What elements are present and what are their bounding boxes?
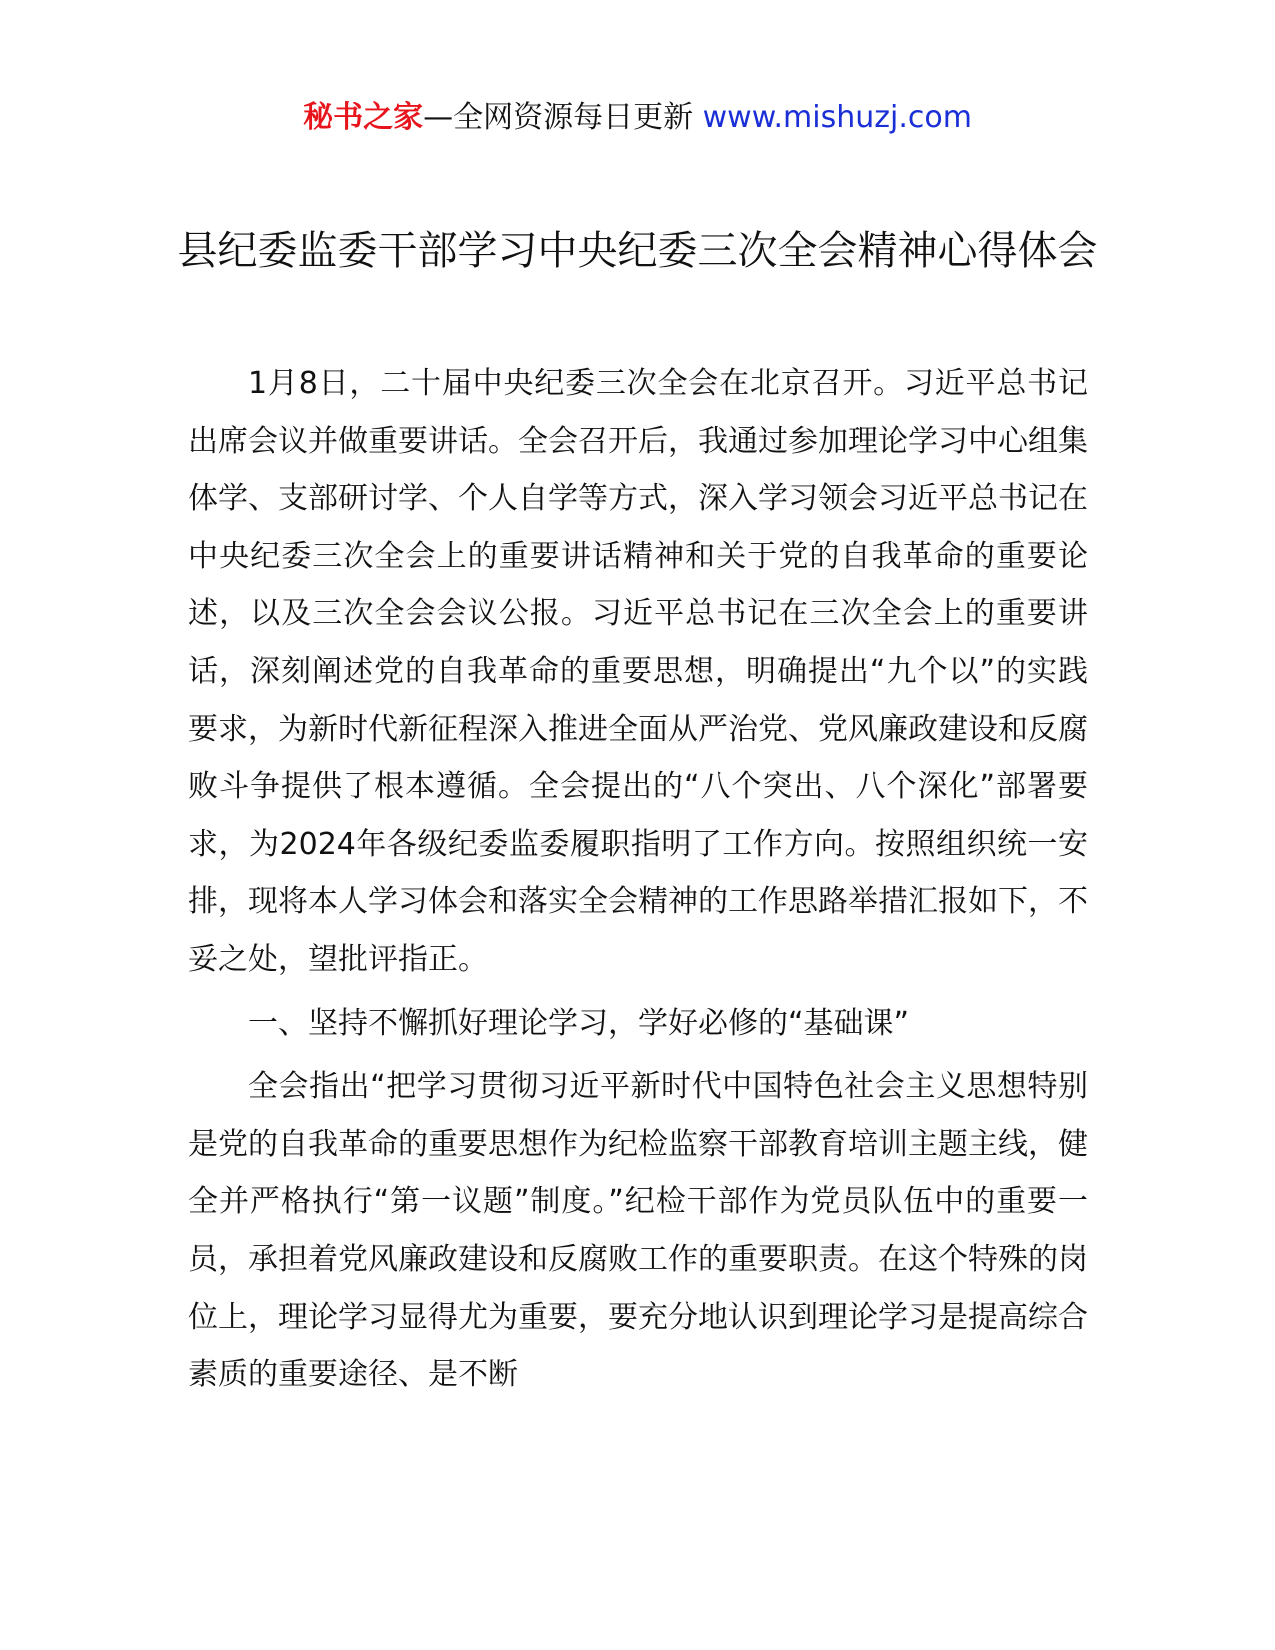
body-paragraph: 全会指出“把学习贯彻习近平新时代中国特色社会主义思想特别是党的自我革命的重要思想作为纪检监察干部教育培训主题主线，健全并严格执行“第一议题”制度。”纪检干部作为党员队伍中的重要一员，承担着党风廉政建设和反腐败工作的重要职责。在这个特殊的岗位上，理论学习显得尤为重要，要充分地认识到理论学习是提高综合素质的重要途径、是不断: [188, 1069, 1088, 1393]
section-heading: 一、坚持不懈抓好理论学习，学好必修的“基础课”: [248, 1005, 910, 1041]
site-tagline: —全网资源每日更新: [423, 100, 703, 135]
site-banner: [0, 96, 1275, 140]
intro-paragraph: 1月8日，二十届中央纪委三次全会在北京召开。习近平总书记出席会议并做重要讲话。全会召开后，我通过参加理论学习中心组集体学、支部研讨学、个人自学等方式，深入学习领会习近平总书记在中央纪委三次全会上的重要讲话精神和关于党的自我革命的重要论述，以及三次全会会议公报。习近平总书记在三次全会上的重要讲话，深刻阐述党的自我革命的重要思想，明确提出“九个以”的实践要求，为新时代新征程深入推进全面从严治党、党风廉政建设和反腐败斗争提供了根本遵循。全会提出的“八个突出、八个深化”部署要求，为2024年各级纪委监委履职指明了工作方向。按照组织统一安排，现将本人学习体会和落实全会精神的工作思路举措汇报如下，不妥之处，望批评指正。: [188, 366, 1088, 977]
document-title: 县纪委监委干部学习中央纪委三次全会精神心得体会: [177, 228, 1098, 274]
site-brand: 秘书之家: [303, 100, 424, 135]
site-url-link[interactable]: www.mishuzj.com: [702, 100, 972, 135]
document-body: [188, 355, 1088, 1404]
